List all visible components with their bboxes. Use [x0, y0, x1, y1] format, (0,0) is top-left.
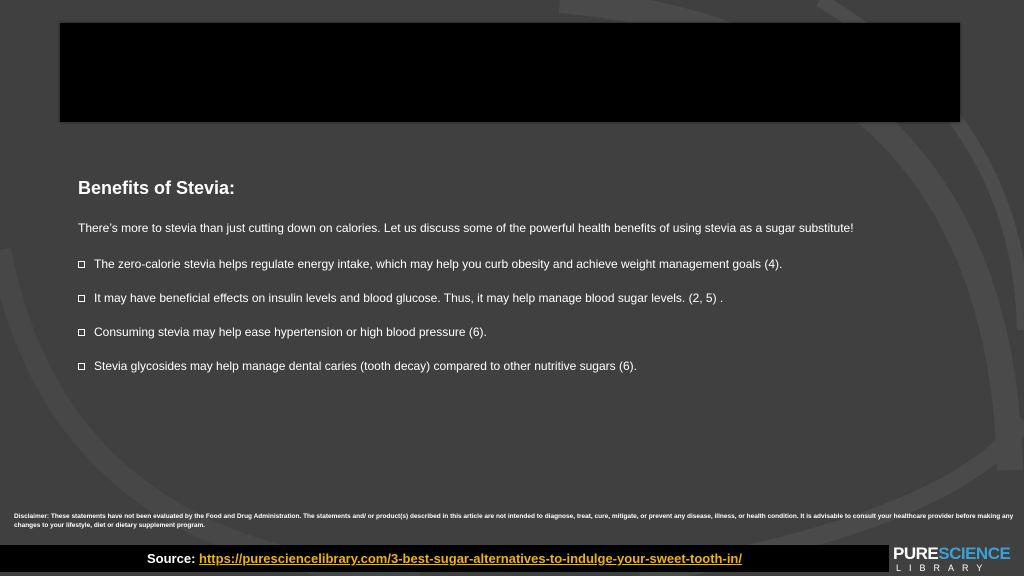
- disclaimer-text: Disclaimer: These statements have not been evaluated by the Food and Drug Administration. The statements and/ or product(s) described in this article are not intended to diagnose, treat, cure, mitigate, or prevent any disease, illness, or health condition. It is advisable to consult your healthcare provider before making any changes to your lifestyle, diet or dietary supplement program.: [14, 513, 1014, 529]
- slide-content: [78, 176, 978, 392]
- source-footer: [0, 545, 889, 572]
- list-item: [78, 290, 978, 306]
- bullet-text: It may have beneficial effects on insulin levels and blood glucose. Thus, it may help manage blood sugar levels. (2, 5) .: [94, 291, 724, 305]
- source-label: Source:: [147, 551, 196, 566]
- bullet-text: Consuming stevia may help ease hypertension or high blood pressure (6).: [94, 325, 487, 339]
- square-bullet-icon: [78, 329, 85, 336]
- square-bullet-icon: [78, 295, 85, 302]
- square-bullet-icon: [78, 261, 85, 268]
- benefits-list: [78, 256, 978, 374]
- logo-library-text: LIBRARY: [896, 563, 991, 573]
- slide-title: Benefits of Stevia:: [78, 178, 236, 198]
- logo-wordmark: [893, 545, 1013, 563]
- header-black-box: [60, 23, 960, 122]
- list-item: [78, 358, 978, 374]
- pure-science-library-logo: [893, 545, 1013, 575]
- list-item: [78, 324, 978, 340]
- source-link[interactable]: https://puresciencelibrary.com/3-best-sugar-alternatives-to-indulge-your-sweet-tooth-in/: [199, 551, 742, 566]
- bullet-text: Stevia glycosides may help manage dental caries (tooth decay) compared to other nutritive sugars (6).: [94, 359, 637, 373]
- intro-text: There’s more to stevia than just cutting down on calories. Let us discuss some of the powerful health benefits of using stevia as a sugar substitute!: [78, 221, 854, 235]
- logo-pure-text: PURE: [893, 544, 939, 563]
- square-bullet-icon: [78, 363, 85, 370]
- logo-science-text: SCIENCE: [938, 544, 1011, 563]
- list-item: [78, 256, 978, 272]
- bullet-text: The zero-calorie stevia helps regulate energy intake, which may help you curb obesity and achieve weight management goals (4).: [94, 257, 783, 271]
